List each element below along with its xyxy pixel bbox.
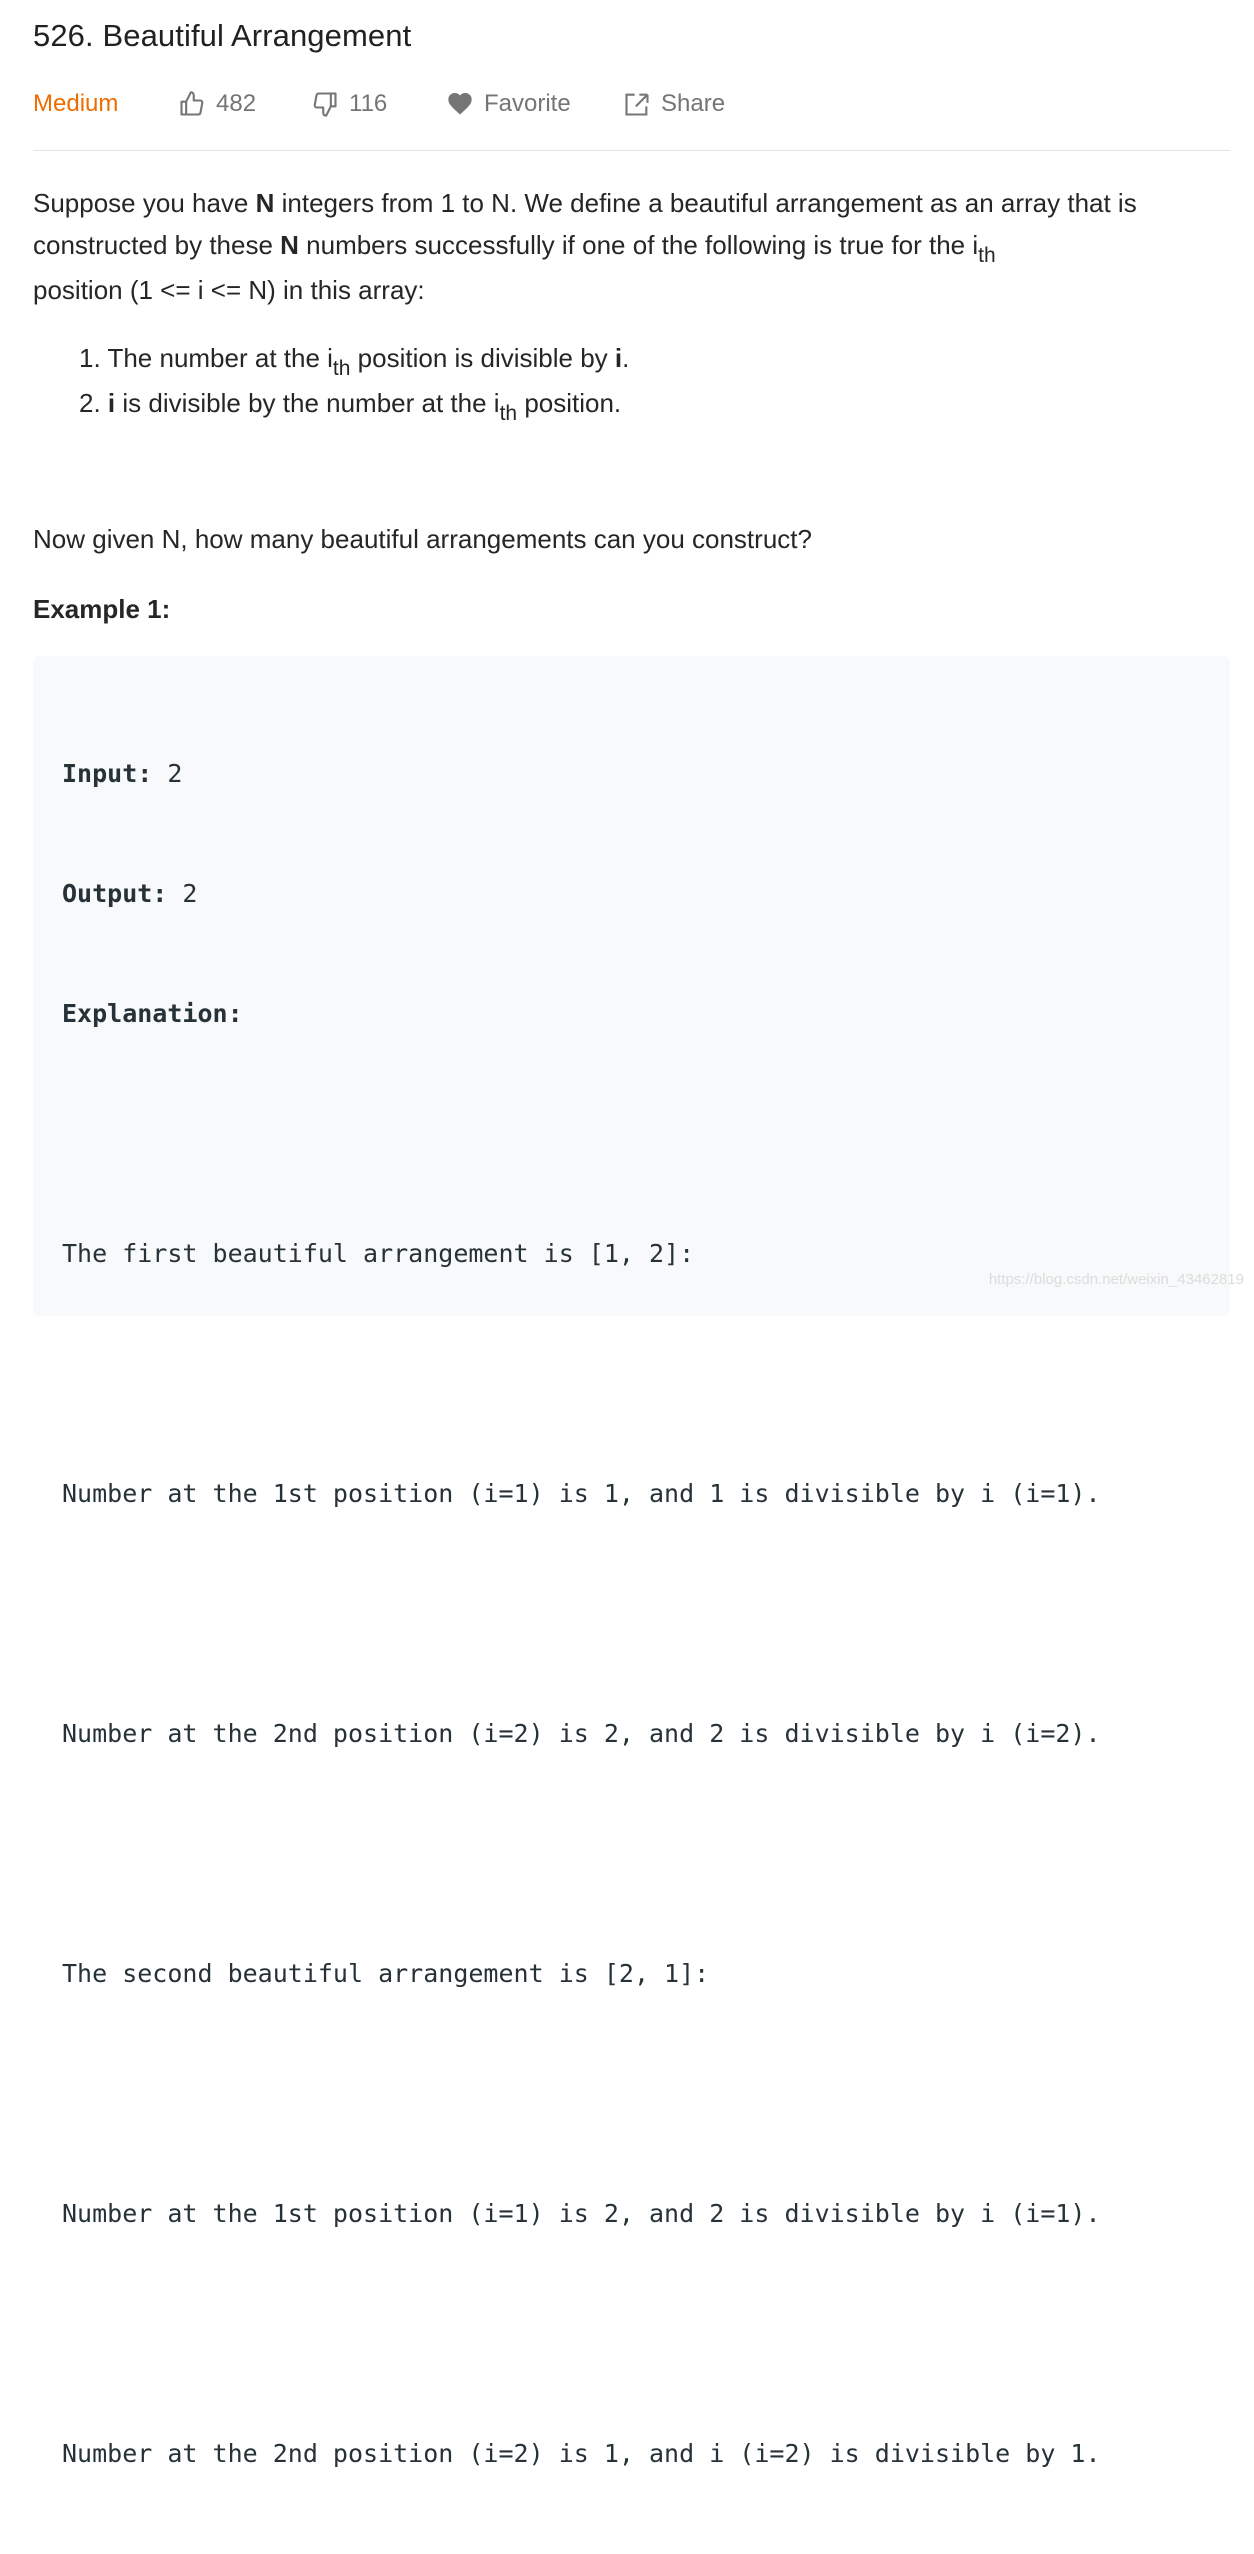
rules-list: [79, 337, 629, 427]
share-label: Share: [661, 90, 726, 117]
question-text: Now given N, how many beautiful arrangements can you construct?: [33, 524, 812, 554]
like-count: 482: [216, 90, 257, 117]
example-heading: Example 1:: [33, 594, 171, 624]
problem-meta-bar: [33, 86, 1230, 122]
code-line: Explanation:: [62, 999, 243, 1028]
code-line: Number at the 2nd position (i=2) is 2, and 2 is divisible by i (i=2).: [62, 1719, 1101, 1748]
share-button[interactable]: [623, 86, 725, 122]
favorite-label: Favorite: [484, 90, 571, 117]
favorite-button[interactable]: [446, 86, 571, 122]
code-line: The second beautiful arrangement is [2, 1]:: [62, 1959, 710, 1988]
thumbs-up-icon: [178, 90, 216, 118]
watermark: https://blog.csdn.net/weixin_43462819: [988, 1271, 1244, 1288]
dislike-count: 116: [349, 90, 388, 117]
code-line: The first beautiful arrangement is [1, 2]:: [62, 1239, 695, 1268]
share-icon: [623, 90, 661, 118]
example-code-block: [33, 656, 1230, 2468]
example-code: [62, 674, 1101, 2554]
heart-icon: [446, 90, 484, 118]
description-paragraph: Suppose you have N integers from 1 to N. We define a beautiful arrangement as an array that is constructed by these N numbers successfully if one of the following is true for the $i_{th}$ position (1 <= i <= N) in this array:: [33, 188, 1137, 305]
dislike-button[interactable]: [311, 86, 387, 122]
problem-description: [33, 182, 1230, 311]
code-line: Output: 2: [62, 879, 198, 908]
problem-title: 526. Beautiful Arrangement: [33, 18, 412, 53]
code-line: Number at the 1st position (i=1) is 1, and 1 is divisible by i (i=1).: [62, 1479, 1101, 1508]
list-item: 1. The number at the $i_{th}$ position is divisible by i.: [79, 343, 630, 380]
header-divider: [33, 150, 1230, 151]
code-line: Number at the 2nd position (i=2) is 1, and i (i=2) is divisible by 1.: [62, 2439, 1101, 2468]
list-item: 2. i is divisible by the number at the $i_{th}$ position.: [79, 388, 622, 425]
difficulty-label: Medium: [33, 90, 119, 117]
code-line: Input: 2: [62, 759, 183, 788]
like-button[interactable]: [178, 86, 256, 122]
code-line: Number at the 1st position (i=1) is 2, and 2 is divisible by i (i=1).: [62, 2199, 1101, 2228]
thumbs-down-icon: [311, 90, 349, 118]
